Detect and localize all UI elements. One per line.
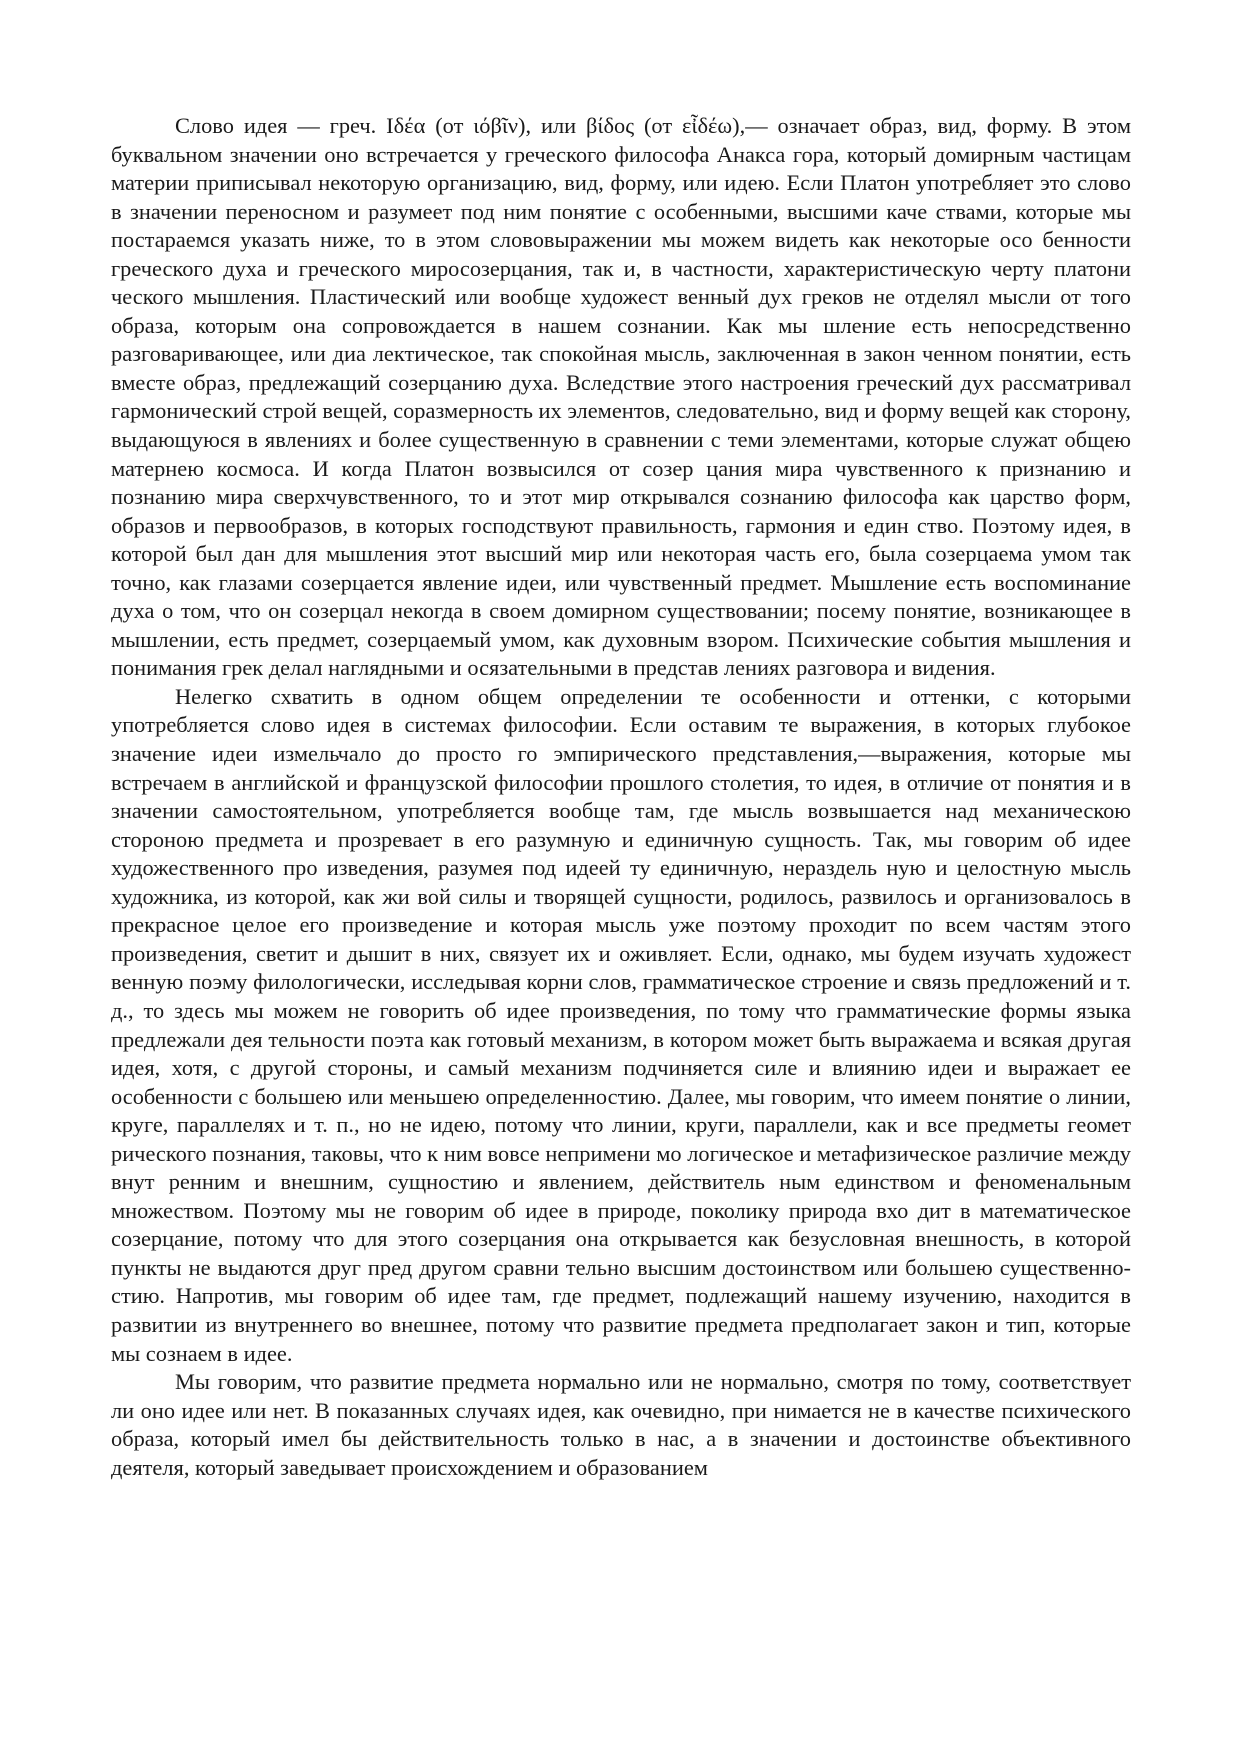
paragraph-3: Мы говорим, что развитие предмета нормально или не нормально, смотря по тому, соответствует ли оно идее или нет. В показанных случаях идея, как очевидно, при нимается не в качестве психического образа, который имел бы действительность только в нас, а в значении и достоинстве объективного деятеля, который заведывает происхождением и образованием bbox=[111, 1369, 1131, 1480]
document-body bbox=[111, 112, 1131, 1482]
paragraph-2: Нелегко схватить в одном общем определении те особенности и оттенки, с которыми употребляется слово идея в системах философии. Если оставим те выражения, в которых глубокое значение идеи измельчало до просто го эмпирического представления,—выражения, которые мы встречаем в английской и французской философии прошлого столетия, то идея, в отличие от понятия и в значении самостоятельном, употребляется вообще там, где мысль возвышается над механическою стороною предмета и прозревает в его разумную и единичную сущность. Так, мы говорим об идее художественного про изведения, разумея под идеей ту единичную, нераздель ную и целостную мысль художника, из которой, как жи вой силы и творящей сущности, родилось, развилось и организовалось в прекрасное целое его произведение и которая мысль уже поэтому проходит по всем частям этого произведения, светит и дышит в них, связует их и оживляет. Если, однако, мы будем изучать художест венную поэму филологически, исследывая корни слов, грамматическое строение и связь предложений и т. д., то здесь мы можем не говорить об идее произведения, по тому что грамматические формы языка предлежали дея тельности поэта как готовый механизм, в котором может быть выражаема и всякая другая идея, хотя, с другой стороны, и самый механизм подчиняется силе и влиянию идеи и выражает ее особенности с большею или меньшею определенностию. Далее, мы говорим, что имеем понятие о линии, круге, параллелях и т. п., но не идею, потому что линии, круги, параллели, как и все предметы геомет рического познания, таковы, что к ним вовсе непримени мо логическое и метафизическое различие между внут ренним и внешним, сущностию и явлением, действитель ным единством и феноменальным множеством. Поэтому мы не говорим об идее в природе, поколику природа вхо дит в математическое созерцание, потому что для этого созерцания она открывается как безусловная внешность, в которой пункты не выдаются друг пред другом сравни тельно высшим достоинством или большею существенно-стию. Напротив, мы говорим об идее там, где предмет, подлежащий нашему изучению, находится в развитии из внутреннего во внешнее, потому что развитие предмета предполагает закон и тип, которые мы сознаем в идее. bbox=[111, 683, 1131, 1366]
paragraph-1: Слово идея — греч. Ιδέα (от ιόβῖν), или βίδος (от εἶδέω),— означает образ, вид, форму. В этом буквальном значении оно встречается у греческого философа Анакса гора, который домирным частицам материи приписывал некоторую организацию, вид, форму, или идею. Если Платон употребляет это слово в значении переносном и разумеет под ним понятие с особенными, высшими каче ствами, которые мы постараемся указать ниже, то в этом слововыражении мы можем видеть как некоторые осо бенности греческого духа и греческого миросозерцания, так и, в частности, характеристическую черту платони ческого мышления. Пластический или вообще художест венный дух греков не отделял мысли от того образа, которым она сопровождается в нашем сознании. Как мы шление есть непосредственно разговаривающее, или диа лектическое, так спокойная мысль, заключенная в закон ченном понятии, есть вместе образ, предлежащий созерцанию духа. Вследствие этого настроения греческий дух рассматривал гармонический строй вещей, соразмерность их элементов, следовательно, вид и форму вещей как сторону, выдающуюся в явлениях и более существенную в сравнении с теми элементами, которые служат общею матернею космоса. И когда Платон возвысился от созер цания мира чувственного к признанию и познанию мира сверхчувственного, то и этот мир открывался сознанию философа как царство форм, образов и первообразов, в которых господствуют правильность, гармония и един ство. Поэтому идея, в которой был дан для мышления этот высший мир или некоторая часть его, была созерцаема умом так точно, как глазами созерцается явление идеи, или чувственный предмет. Мышление есть воспоминание духа о том, что он созерцал некогда в своем домирном существовании; посему понятие, возникающее в мышлении, есть предмет, созерцаемый умом, как духовным взором. Психические события мышления и понимания грек делал наглядными и осязательными в представ лениях разговора и видения. bbox=[111, 113, 1131, 681]
